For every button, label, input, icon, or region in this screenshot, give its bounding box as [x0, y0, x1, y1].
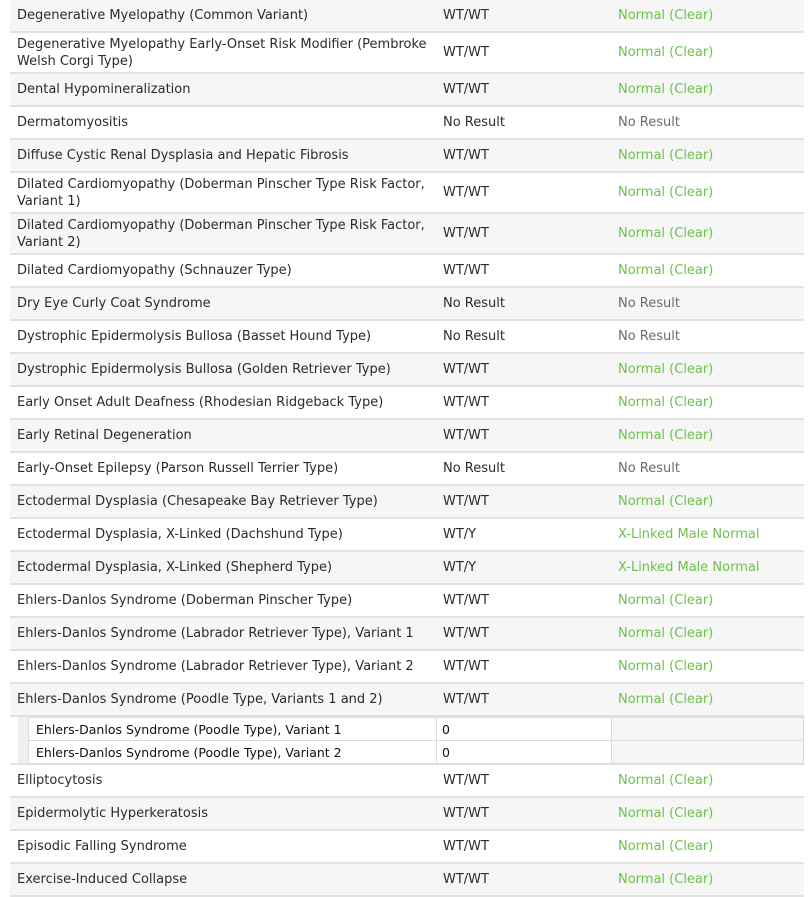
table-row [10, 33, 804, 74]
table-row [10, 74, 804, 107]
subtable-empty-cell [612, 718, 803, 740]
table-row [10, 354, 804, 387]
table-row [10, 864, 804, 897]
result-status: Normal (Clear) [618, 593, 714, 608]
genotype-value: WT/WT [443, 8, 489, 23]
subtable-row [28, 741, 804, 764]
genotype-value: WT/WT [443, 185, 489, 200]
result-status: Normal (Clear) [618, 626, 714, 641]
result-status: No Result [618, 115, 680, 130]
genotype-value: WT/WT [443, 494, 489, 509]
genotype-value: WT/WT [443, 226, 489, 241]
table-row [10, 321, 804, 354]
table-row [10, 288, 804, 321]
genetic-results-table [10, 0, 804, 897]
genotype-value: WT/WT [443, 45, 489, 60]
table-row [10, 618, 804, 651]
condition-name: Diffuse Cystic Renal Dysplasia and Hepatic Fibrosis [17, 148, 349, 163]
table-row [10, 585, 804, 618]
result-status: X-Linked Male Normal [618, 527, 760, 542]
genotype-value: No Result [443, 115, 505, 130]
condition-name: Ectodermal Dysplasia, X-Linked (Shepherd Type) [17, 560, 333, 575]
subtable-row [28, 717, 804, 741]
genotype-value: WT/WT [443, 362, 489, 377]
genotype-value: No Result [443, 296, 505, 311]
genotype-value: WT/Y [443, 527, 477, 542]
genotype-value: WT/Y [443, 560, 477, 575]
genotype-value: WT/WT [443, 428, 489, 443]
subtable-row-name: Ehlers-Danlos Syndrome (Poodle Type), Variant 1 [36, 722, 342, 737]
condition-name: Dry Eye Curly Coat Syndrome [17, 296, 211, 311]
condition-name: Epidermolytic Hyperkeratosis [17, 806, 209, 821]
condition-name: Ehlers-Danlos Syndrome (Poodle Type, Variants 1 and 2) [17, 692, 383, 707]
condition-name: Early Retinal Degeneration [17, 428, 192, 443]
results-rows-bottom [10, 765, 804, 897]
condition-name: Ectodermal Dysplasia, X-Linked (Dachshund Type) [17, 527, 343, 542]
condition-name: Episodic Falling Syndrome [17, 839, 187, 854]
table-row [10, 831, 804, 864]
result-status: Normal (Clear) [618, 839, 714, 854]
genotype-value: WT/WT [443, 692, 489, 707]
table-row [10, 173, 804, 214]
table-row [10, 684, 804, 717]
genotype-value: WT/WT [443, 395, 489, 410]
subtable-row-value: 0 [442, 745, 450, 760]
table-row [10, 140, 804, 173]
genotype-value: No Result [443, 461, 505, 476]
table-row [10, 453, 804, 486]
genotype-value: WT/WT [443, 806, 489, 821]
subtable-row-value: 0 [442, 722, 450, 737]
table-row [10, 651, 804, 684]
genotype-value: WT/WT [443, 659, 489, 674]
genotype-value: WT/WT [443, 839, 489, 854]
result-status: Normal (Clear) [618, 8, 714, 23]
genotype-value: WT/WT [443, 148, 489, 163]
result-status: Normal (Clear) [618, 494, 714, 509]
condition-name: Ehlers-Danlos Syndrome (Doberman Pinscher Type) [17, 593, 353, 608]
condition-name: Dystrophic Epidermolysis Bullosa (Golden Retriever Type) [17, 362, 391, 377]
result-status: Normal (Clear) [618, 362, 714, 377]
subtable-empty-cell [612, 741, 803, 763]
result-status: Normal (Clear) [618, 82, 714, 97]
result-status: Normal (Clear) [618, 395, 714, 410]
genotype-value: WT/WT [443, 593, 489, 608]
table-row [10, 387, 804, 420]
condition-name: Dental Hypomineralization [17, 82, 191, 97]
result-status: Normal (Clear) [618, 428, 714, 443]
table-row [10, 0, 804, 33]
table-row [10, 486, 804, 519]
table-row [10, 214, 804, 255]
condition-name: Degenerative Myelopathy (Common Variant) [17, 8, 309, 23]
subtable-row-name: Ehlers-Danlos Syndrome (Poodle Type), Variant 2 [36, 745, 342, 760]
condition-name: Dilated Cardiomyopathy (Doberman Pinscher Type Risk Factor, Variant 2) [17, 217, 425, 250]
result-status: No Result [618, 329, 680, 344]
condition-name: Dilated Cardiomyopathy (Doberman Pinscher Type Risk Factor, Variant 1) [17, 176, 425, 209]
result-status: Normal (Clear) [618, 659, 714, 674]
result-status: Normal (Clear) [618, 185, 714, 200]
result-status: No Result [618, 296, 680, 311]
condition-name: Dilated Cardiomyopathy (Schnauzer Type) [17, 263, 292, 278]
condition-name: Early Onset Adult Deafness (Rhodesian Ridgeback Type) [17, 395, 384, 410]
condition-name: Early-Onset Epilepsy (Parson Russell Terrier Type) [17, 461, 339, 476]
condition-name: Ehlers-Danlos Syndrome (Labrador Retriever Type), Variant 1 [17, 626, 414, 641]
result-status: Normal (Clear) [618, 263, 714, 278]
result-status: Normal (Clear) [618, 773, 714, 788]
column-divider [436, 718, 437, 740]
table-row [10, 420, 804, 453]
poodle-variant-subtable [10, 717, 804, 765]
condition-name: Elliptocytosis [17, 773, 103, 788]
result-status: Normal (Clear) [618, 692, 714, 707]
genotype-value: WT/WT [443, 263, 489, 278]
results-rows-top [10, 0, 804, 717]
table-row [10, 765, 804, 798]
result-status: Normal (Clear) [618, 148, 714, 163]
table-row [10, 107, 804, 140]
result-status: No Result [618, 461, 680, 476]
condition-name: Dermatomyositis [17, 115, 128, 130]
genotype-value: WT/WT [443, 626, 489, 641]
condition-name: Dystrophic Epidermolysis Bullosa (Basset Hound Type) [17, 329, 372, 344]
table-row [10, 798, 804, 831]
condition-name: Degenerative Myelopathy Early-Onset Risk Modifier (Pembroke Welsh Corgi Type) [17, 36, 427, 69]
subtable-indent [18, 717, 28, 763]
result-status: Normal (Clear) [618, 226, 714, 241]
genotype-value: WT/WT [443, 872, 489, 887]
table-row [10, 255, 804, 288]
condition-name: Exercise-Induced Collapse [17, 872, 188, 887]
result-status: Normal (Clear) [618, 806, 714, 821]
condition-name: Ehlers-Danlos Syndrome (Labrador Retriever Type), Variant 2 [17, 659, 414, 674]
result-status: Normal (Clear) [618, 45, 714, 60]
table-row [10, 552, 804, 585]
condition-name: Ectodermal Dysplasia (Chesapeake Bay Retriever Type) [17, 494, 378, 509]
result-status: Normal (Clear) [618, 872, 714, 887]
genotype-value: WT/WT [443, 82, 489, 97]
genotype-value: WT/WT [443, 773, 489, 788]
result-status: X-Linked Male Normal [618, 560, 760, 575]
genotype-value: No Result [443, 329, 505, 344]
table-row [10, 519, 804, 552]
column-divider [436, 741, 437, 763]
